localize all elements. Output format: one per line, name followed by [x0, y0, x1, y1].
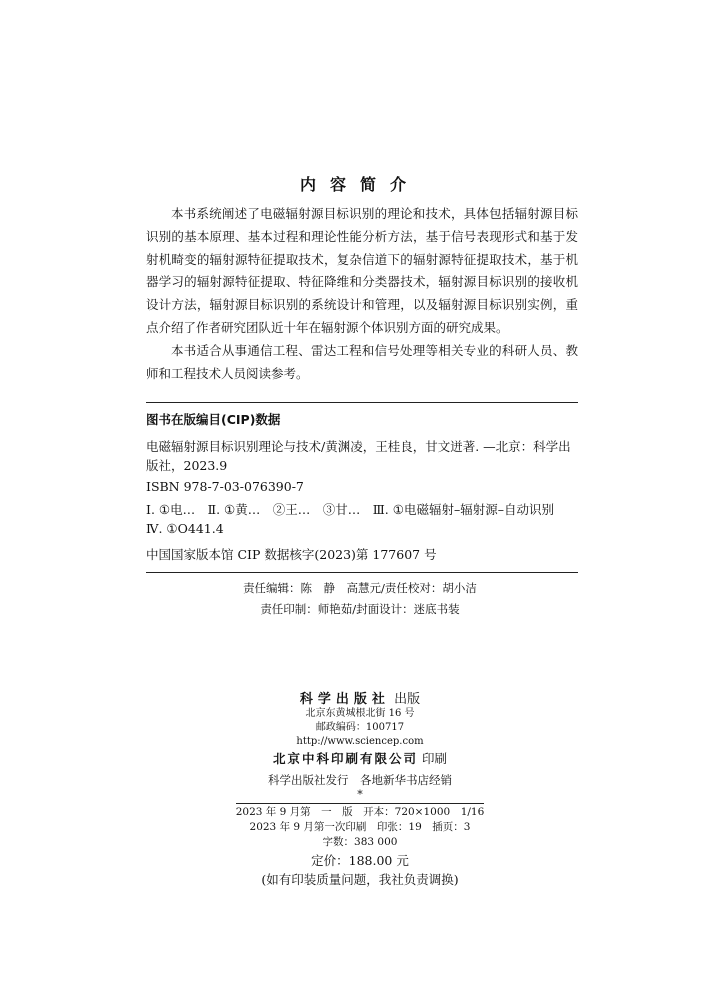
cip-heading: 图书在版编目(CIP)数据: [146, 412, 281, 427]
publisher-suffix: 出版: [394, 692, 421, 707]
publisher-address: 北京东黄城根北街 16 号: [305, 708, 415, 719]
edition-line-1: 2023 年 9 月第 一 版 开本：720×1000 1/16: [235, 806, 485, 818]
cip-classification: Ⅰ. ①电… Ⅱ. ①黄… ②王… ③甘… Ⅲ. ①电磁辐射–辐射源–自动识别 Ⅳ. ①O441.4: [146, 502, 567, 536]
cip-top-rule: [146, 402, 578, 403]
printer-line: [0, 749, 720, 767]
cip-isbn: ISBN 978-7-03-076390-7: [146, 479, 304, 494]
distribution: 科学出版社发行 各地新华书店经销: [268, 773, 452, 787]
word-count: 字数：383 000: [322, 836, 398, 848]
staff-line-2: 责任印制：师艳茹/封面设计：迷底书装: [260, 602, 460, 616]
cip-number: 中国国家版本馆 CIP 数据核字(2023)第 177607 号: [146, 547, 437, 562]
printer-suffix: 印刷: [421, 751, 447, 766]
printer-name: 北京中科印刷有限公司: [272, 751, 418, 766]
publisher-line: [0, 688, 720, 707]
publisher-website: http://www.sciencep.com: [296, 736, 424, 747]
separator-star: *: [357, 788, 363, 801]
summary-paragraph-2: 本书适合从事通信工程、雷达工程和信号处理等相关专业的科研人员、教师和工程技术人员阅读参考。: [146, 342, 578, 381]
cip-bottom-rule: [146, 572, 578, 573]
staff-line-1: 责任编辑：陈 静 高慧元/责任校对：胡小洁: [243, 581, 477, 595]
cip-record: 电磁辐射源目标识别理论与技术/黄渊凌，王桂良，甘文迸著. —北京：科学出版社，2023.9: [146, 439, 571, 473]
summary-body: [146, 203, 578, 385]
summary-paragraph-1: 本书系统阐述了电磁辐射源目标识别的理论和技术，具体包括辐射源目标识别的基本原理、基本过程和理论性能分析方法，基于信号表现形式和基于发射机畸变的辐射源特征提取技术，复杂信道下的辐射源特征提取技术，基于机器学习的辐射源特征提取、特征降维和分类器技术，辐射源目标识别的接收机设计方法，辐射源目标识别的系统设计和管理，以及辐射源目标识别实例，重点介绍了作者研究团队近十年在辐射源个体识别方面的研究成果。: [146, 206, 578, 335]
summary-title: 内容简介: [299, 175, 420, 194]
price: 定价：188.00 元: [311, 853, 409, 868]
publisher-postcode: 邮政编码：100717: [315, 722, 405, 733]
quality-note: (如有印装质量问题，我社负责调换): [261, 872, 459, 887]
edition-line-2: 2023 年 9 月第一次印刷 印张：19 插页：3: [249, 821, 471, 833]
edition-rule: [236, 803, 484, 804]
publisher-name: 科学出版社: [299, 692, 390, 707]
